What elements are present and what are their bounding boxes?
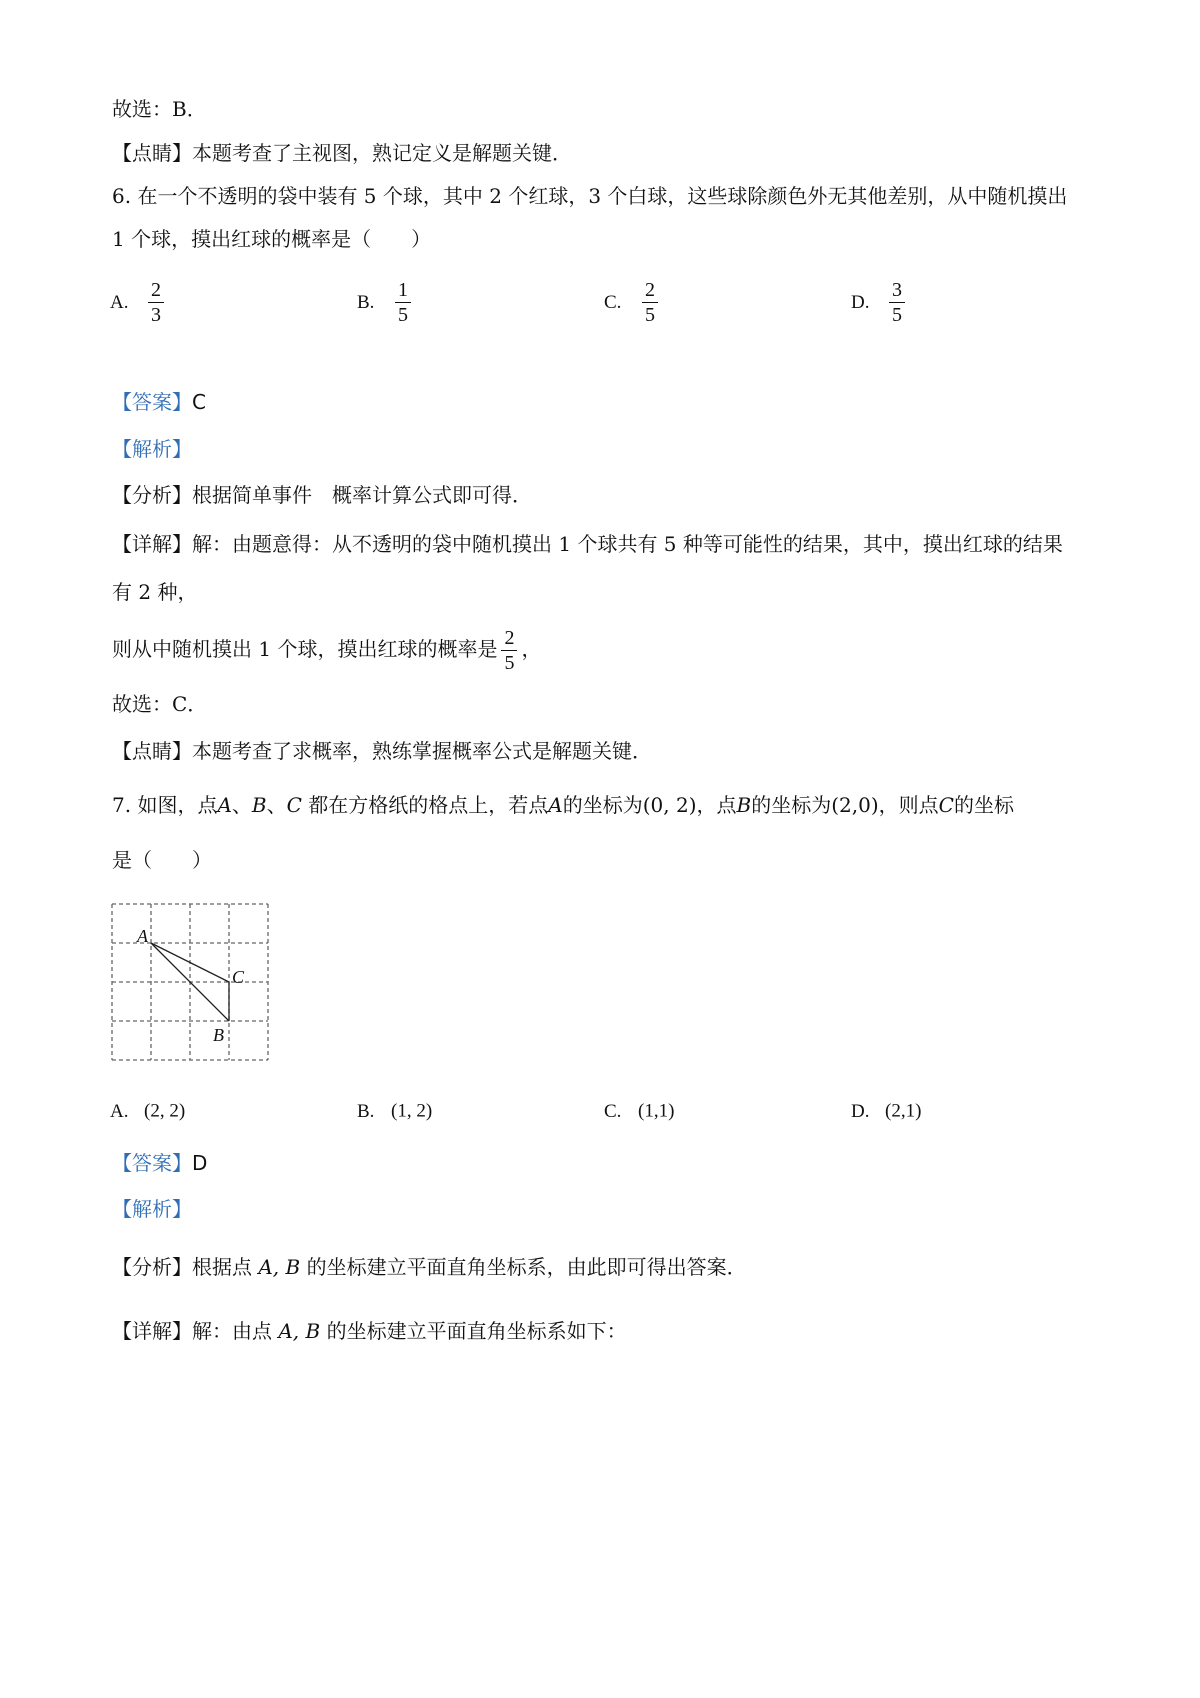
fenxi-text: 根据简单事件 概率计算公式即可得．	[192, 483, 532, 507]
option-label: B.	[357, 1100, 375, 1122]
xiangjie-text: 解：由点	[192, 1319, 272, 1343]
stem-text: 的坐标为	[751, 793, 832, 817]
stem-text: ，则点	[878, 793, 939, 817]
option-label: D.	[851, 1100, 870, 1122]
q6-fenxi	[112, 482, 532, 508]
stem-text: 的坐标	[953, 793, 1014, 817]
stem-text: ，点	[696, 793, 737, 817]
q7-option-b	[357, 1098, 432, 1125]
q7-stem-line1	[112, 792, 1014, 818]
answer-tag: 【答案】	[112, 390, 192, 414]
q7-xiangjie	[112, 1318, 627, 1344]
option-value: (2,1)	[885, 1100, 922, 1122]
dianjing-tag: 【点睛】	[112, 141, 192, 165]
point-b: B	[251, 793, 267, 817]
q6-probability-line	[112, 622, 541, 676]
probability-text: 则从中随机摸出 1 个球，摸出红球的概率是	[112, 637, 498, 661]
point-a: A	[217, 793, 232, 817]
q6-xiangjie-line2: 有 2 种，	[112, 580, 198, 604]
fraction-denominator: 5	[504, 652, 515, 674]
option-fraction	[889, 278, 905, 327]
option-label: A.	[110, 1100, 129, 1122]
option-fraction	[395, 278, 411, 327]
option-label: C.	[604, 1100, 622, 1122]
q6-option-c	[604, 278, 662, 327]
q7-fenxi	[112, 1254, 747, 1280]
stem-text: 的坐标为	[562, 793, 643, 817]
q5-dianjing	[112, 140, 572, 166]
q7-stem-line2: 是（ ）	[112, 848, 212, 872]
q5-conclusion: 故选：B．	[112, 97, 207, 121]
stem-text: 都在方格纸的格点上，若点	[308, 793, 549, 817]
answer-value: D	[192, 1151, 208, 1175]
stem-text: 7. 如图，点	[112, 793, 218, 817]
q7-answer	[112, 1150, 207, 1176]
option-label: C.	[604, 291, 622, 313]
point-b: B	[736, 793, 752, 817]
stem-sep: 、	[231, 793, 252, 817]
fenxi-text: 的坐标建立平面直角坐标系，由此即可得出答案．	[306, 1255, 747, 1279]
coord-b: (2,0)	[831, 793, 879, 817]
label-a: A	[137, 926, 148, 946]
xiangjie-text: 的坐标建立平面直角坐标系如下：	[326, 1319, 627, 1343]
fraction-numerator: 1	[395, 278, 411, 303]
fenxi-tag: 【分析】	[112, 483, 192, 507]
fraction-numerator: 2	[148, 278, 164, 303]
q6-xiangjie-line1	[112, 531, 1063, 557]
fenxi-tag: 【分析】	[112, 1255, 192, 1279]
probability-comma: ，	[521, 637, 542, 661]
label-b: B	[213, 1025, 224, 1045]
q6-stem-line2: 1 个球，摸出红球的概率是（ ）	[112, 227, 432, 251]
dianjing-text: 本题考查了求概率，熟练掌握概率公式是解题关键．	[192, 739, 652, 763]
q6-jiexi-tag: 【解析】	[112, 437, 192, 461]
answer-value: C	[192, 390, 206, 414]
point-a: A	[548, 793, 563, 817]
point-c: C	[286, 793, 302, 817]
fraction-denominator: 5	[645, 304, 655, 326]
q6-stem-line1: 6. 在一个不透明的袋中装有 5 个球，其中 2 个红球，3 个白球，这些球除颜色外无其他差别，从中随机摸出	[112, 184, 1068, 208]
xiangjie-text: 解：由题意得：从不透明的袋中随机摸出 1 个球共有 5 种等可能性的结果，其中，摸出红球的结果	[192, 532, 1063, 556]
fraction-numerator: 2	[501, 626, 517, 651]
q7-jiexi-tag: 【解析】	[112, 1197, 192, 1221]
option-value: (1,1)	[638, 1100, 675, 1122]
q6-option-b	[357, 278, 415, 327]
fenxi-points: A, B	[258, 1255, 301, 1279]
fraction-denominator: 5	[398, 304, 408, 326]
q6-conclusion: 故选：C．	[112, 692, 208, 716]
fraction-numerator: 3	[889, 278, 905, 303]
xiangjie-tag: 【详解】	[112, 532, 192, 556]
option-fraction	[642, 278, 658, 327]
option-value: (1, 2)	[391, 1100, 433, 1122]
label-c: C	[232, 967, 245, 987]
answer-tag: 【答案】	[112, 1151, 192, 1175]
option-label: B.	[357, 291, 375, 313]
stem-sep: 、	[266, 793, 287, 817]
fraction-denominator: 3	[151, 304, 161, 326]
q7-option-d	[851, 1098, 921, 1125]
dianjing-tag: 【点睛】	[112, 739, 192, 763]
xiangjie-tag: 【详解】	[112, 1319, 192, 1343]
fraction-denominator: 5	[892, 304, 902, 326]
q7-option-a	[110, 1098, 185, 1125]
q6-dianjing	[112, 738, 652, 764]
point-c: C	[938, 793, 954, 817]
option-value: (2, 2)	[144, 1100, 186, 1122]
probability-fraction	[501, 626, 517, 675]
option-label: A.	[110, 291, 129, 313]
xiangjie-points: A, B	[278, 1319, 321, 1343]
coord-a: (0, 2)	[642, 793, 697, 817]
grid-figure	[110, 902, 274, 1066]
q6-answer	[112, 389, 206, 415]
fenxi-text: 根据点	[192, 1255, 252, 1279]
option-label: D.	[851, 291, 870, 313]
option-fraction	[148, 278, 164, 327]
fraction-numerator: 2	[642, 278, 658, 303]
dianjing-text: 本题考查了主视图，熟记定义是解题关键．	[192, 141, 572, 165]
q6-option-a	[110, 278, 168, 327]
q7-option-c	[604, 1098, 674, 1125]
q6-option-d	[851, 278, 909, 327]
